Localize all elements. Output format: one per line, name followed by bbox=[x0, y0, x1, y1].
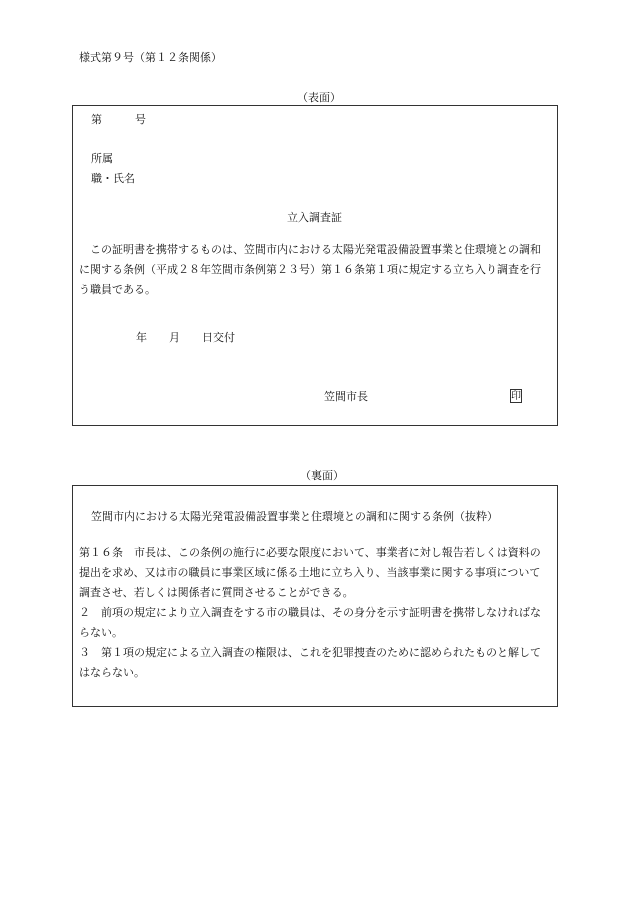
back-caption: （裏面） bbox=[300, 469, 344, 482]
ordinance-heading: 笠間市内における太陽光発電設備設置事業と住環境との調和に関する条例（抜粋） bbox=[91, 510, 498, 523]
front-caption: （表面） bbox=[297, 91, 341, 104]
issuer: 笠間市長 bbox=[324, 390, 368, 403]
certificate-title: 立入調査証 bbox=[287, 211, 342, 224]
affiliation-label: 所属 bbox=[91, 152, 113, 165]
position-name-label: 職・氏名 bbox=[91, 172, 135, 185]
seal-mark: 印 bbox=[511, 391, 521, 402]
back-card bbox=[72, 485, 558, 707]
ordinance-paragraph-3: ３ 第１項の規定による立入調査の権限は、これを犯罪捜査のために認められたものと解してはならない。 bbox=[79, 646, 541, 679]
issue-date: 年 月 日交付 bbox=[136, 331, 235, 344]
certificate-body: この証明書を携帯するものは、笠間市内における太陽光発電設備設置事業と住環境との調和に関する条例（平成２８年笠間市条例第２３号）第１６条第１項に規定する立ち入り調査を行う職員である。 bbox=[79, 243, 541, 296]
ordinance-article: 第１６条 市長は、この条例の施行に必要な限度において、事業者に対し報告若しくは資料の提出を求め、又は市の職員に事業区域に係る土地に立ち入り、当該事業に関する事項について調査させ、若しくは関係者に質問させることができる。 bbox=[79, 546, 541, 599]
ordinance-paragraph-2: ２ 前項の規定により立入調査をする市の職員は、その身分を示す証明書を携帯しなければならない。 bbox=[79, 606, 541, 639]
form-number: 様式第９号（第１２条関係） bbox=[79, 51, 222, 64]
front-card bbox=[72, 105, 558, 426]
number-line: 第 号 bbox=[91, 113, 146, 126]
